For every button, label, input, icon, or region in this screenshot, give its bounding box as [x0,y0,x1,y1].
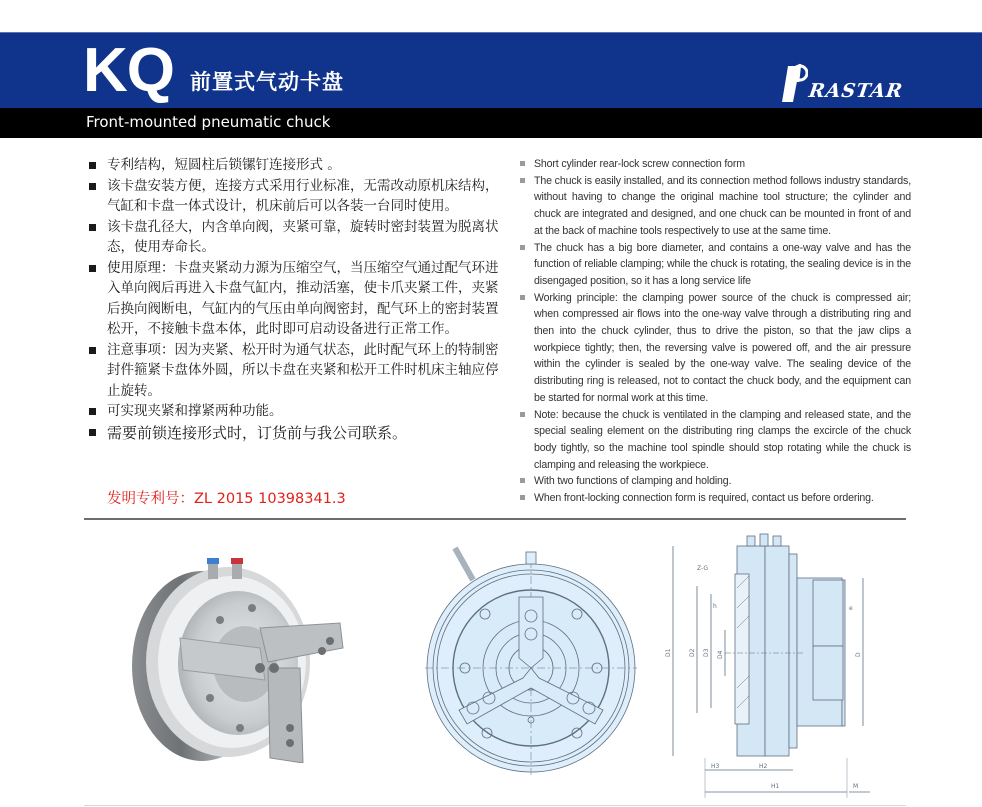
brand-name: RASTAR [807,80,905,102]
list-item: 使用原理：卡盘夹紧动力源为压缩空气，当压缩空气通过配气环进入单向阀后再进入卡盘气缸内，推动活塞，使卡爪夹紧工件，夹紧后换向阀断电，气缸内的气压由单向阀密封，配气环上的密封装置松开，不接触卡盘本体，此时即可启动设备进行正常工作。 [87,258,507,340]
side-section-drawing [665,528,870,803]
dim-label-d4: D4 [717,650,724,659]
dim-label-h: h [713,603,717,610]
list-item: Note: because the chuck is ventilated in the clamping and released state, and the special sealing element on the distributing ring clamps the excircle of the chuck body tightly, so the machine tool spindle should stop rotating while the chuck is clamping and releasing the workpiece. [519,407,911,474]
dim-label-d2: D2 [689,648,696,657]
list-item: 专利结构，短圆柱后锁镙钉连接形式 。 [87,155,507,176]
list-item: 注意事项：因为夹紧、松开时为通气状态，此时配气环上的特制密封件箍紧卡盘体外圆，所以卡盘在夹紧和松开工件时机床主轴应停止旋转。 [87,340,507,402]
list-item: The chuck has a big bore diameter, and contains a one-way valve and has the function of reliable clamping; while the chuck is rotating, the sealing device is in the disengaged position, so it has a long service life [519,240,911,290]
list-item: With two functions of clamping and holding. [519,473,911,490]
front-view-drawing [425,540,643,785]
list-item: When front-locking connection form is required, contact us before ordering. [519,490,911,507]
dim-label-d1: D1 [665,648,672,657]
list-item: The chuck is easily installed, and its connection method follows industry standards, without having to change the original machine tool structure; the cylinder and chuck are integrated and designed, and one chuck can be mounted in front of and at the back of machine tools respectively to use at the same time. [519,173,911,240]
brand-mark-icon [782,62,808,102]
product-photo [120,548,380,763]
features-en-list [519,156,911,507]
features-cn-list [87,155,507,444]
model-code: KQ [83,36,174,105]
list-item: Short cylinder rear-lock screw connection form [519,156,911,173]
dim-label-m: M [853,783,859,790]
list-item: 该卡盘安装方便，连接方式采用行业标准，无需改动原机床结构，气缸和卡盘一体式设计，机床前后可以各装一台同时使用。 [87,176,507,217]
page-title-cn: 前置式气动卡盘 [190,70,344,94]
dim-label-h1: H1 [771,783,780,790]
dim-label-h2: H2 [759,763,768,770]
page-title-en: Front-mounted pneumatic chuck [86,113,331,131]
section-divider-bottom [84,805,906,806]
patent-number: 发明专利号：ZL 2015 10398341.3 [107,491,346,507]
list-item: 该卡盘孔径大，内含单向阀，夹紧可靠，旋转时密封装置为脱离状态，使用寿命长。 [87,217,507,258]
dim-label-d3: D3 [703,648,710,657]
dim-label-e: e [849,605,853,612]
section-divider [84,518,906,520]
list-item: 可实现夹紧和撑紧两种功能。 [87,401,507,422]
dim-label-h3: H3 [711,763,720,770]
brand-logo [782,58,903,102]
dim-label-zg: Z-G [697,565,709,572]
list-item: 需要前锁连接形式时，订货前与我公司联系。 [87,422,507,444]
dim-label-d: D [855,652,862,657]
list-item: Working principle: the clamping power source of the chuck is compressed air; when compressed air flows into the one-way valve through a distributing ring and then into the chuck cylinder, thus to drive the piston, so that the jaw clips a workpiece tightly; then, the reversing valve is powered off, and the air pressure within the cylinder is sealed by the one-way valve. The sealing device of the distributing ring is released, not to contact the chuck body, and the equipment can be started for normal work at this time. [519,290,911,407]
